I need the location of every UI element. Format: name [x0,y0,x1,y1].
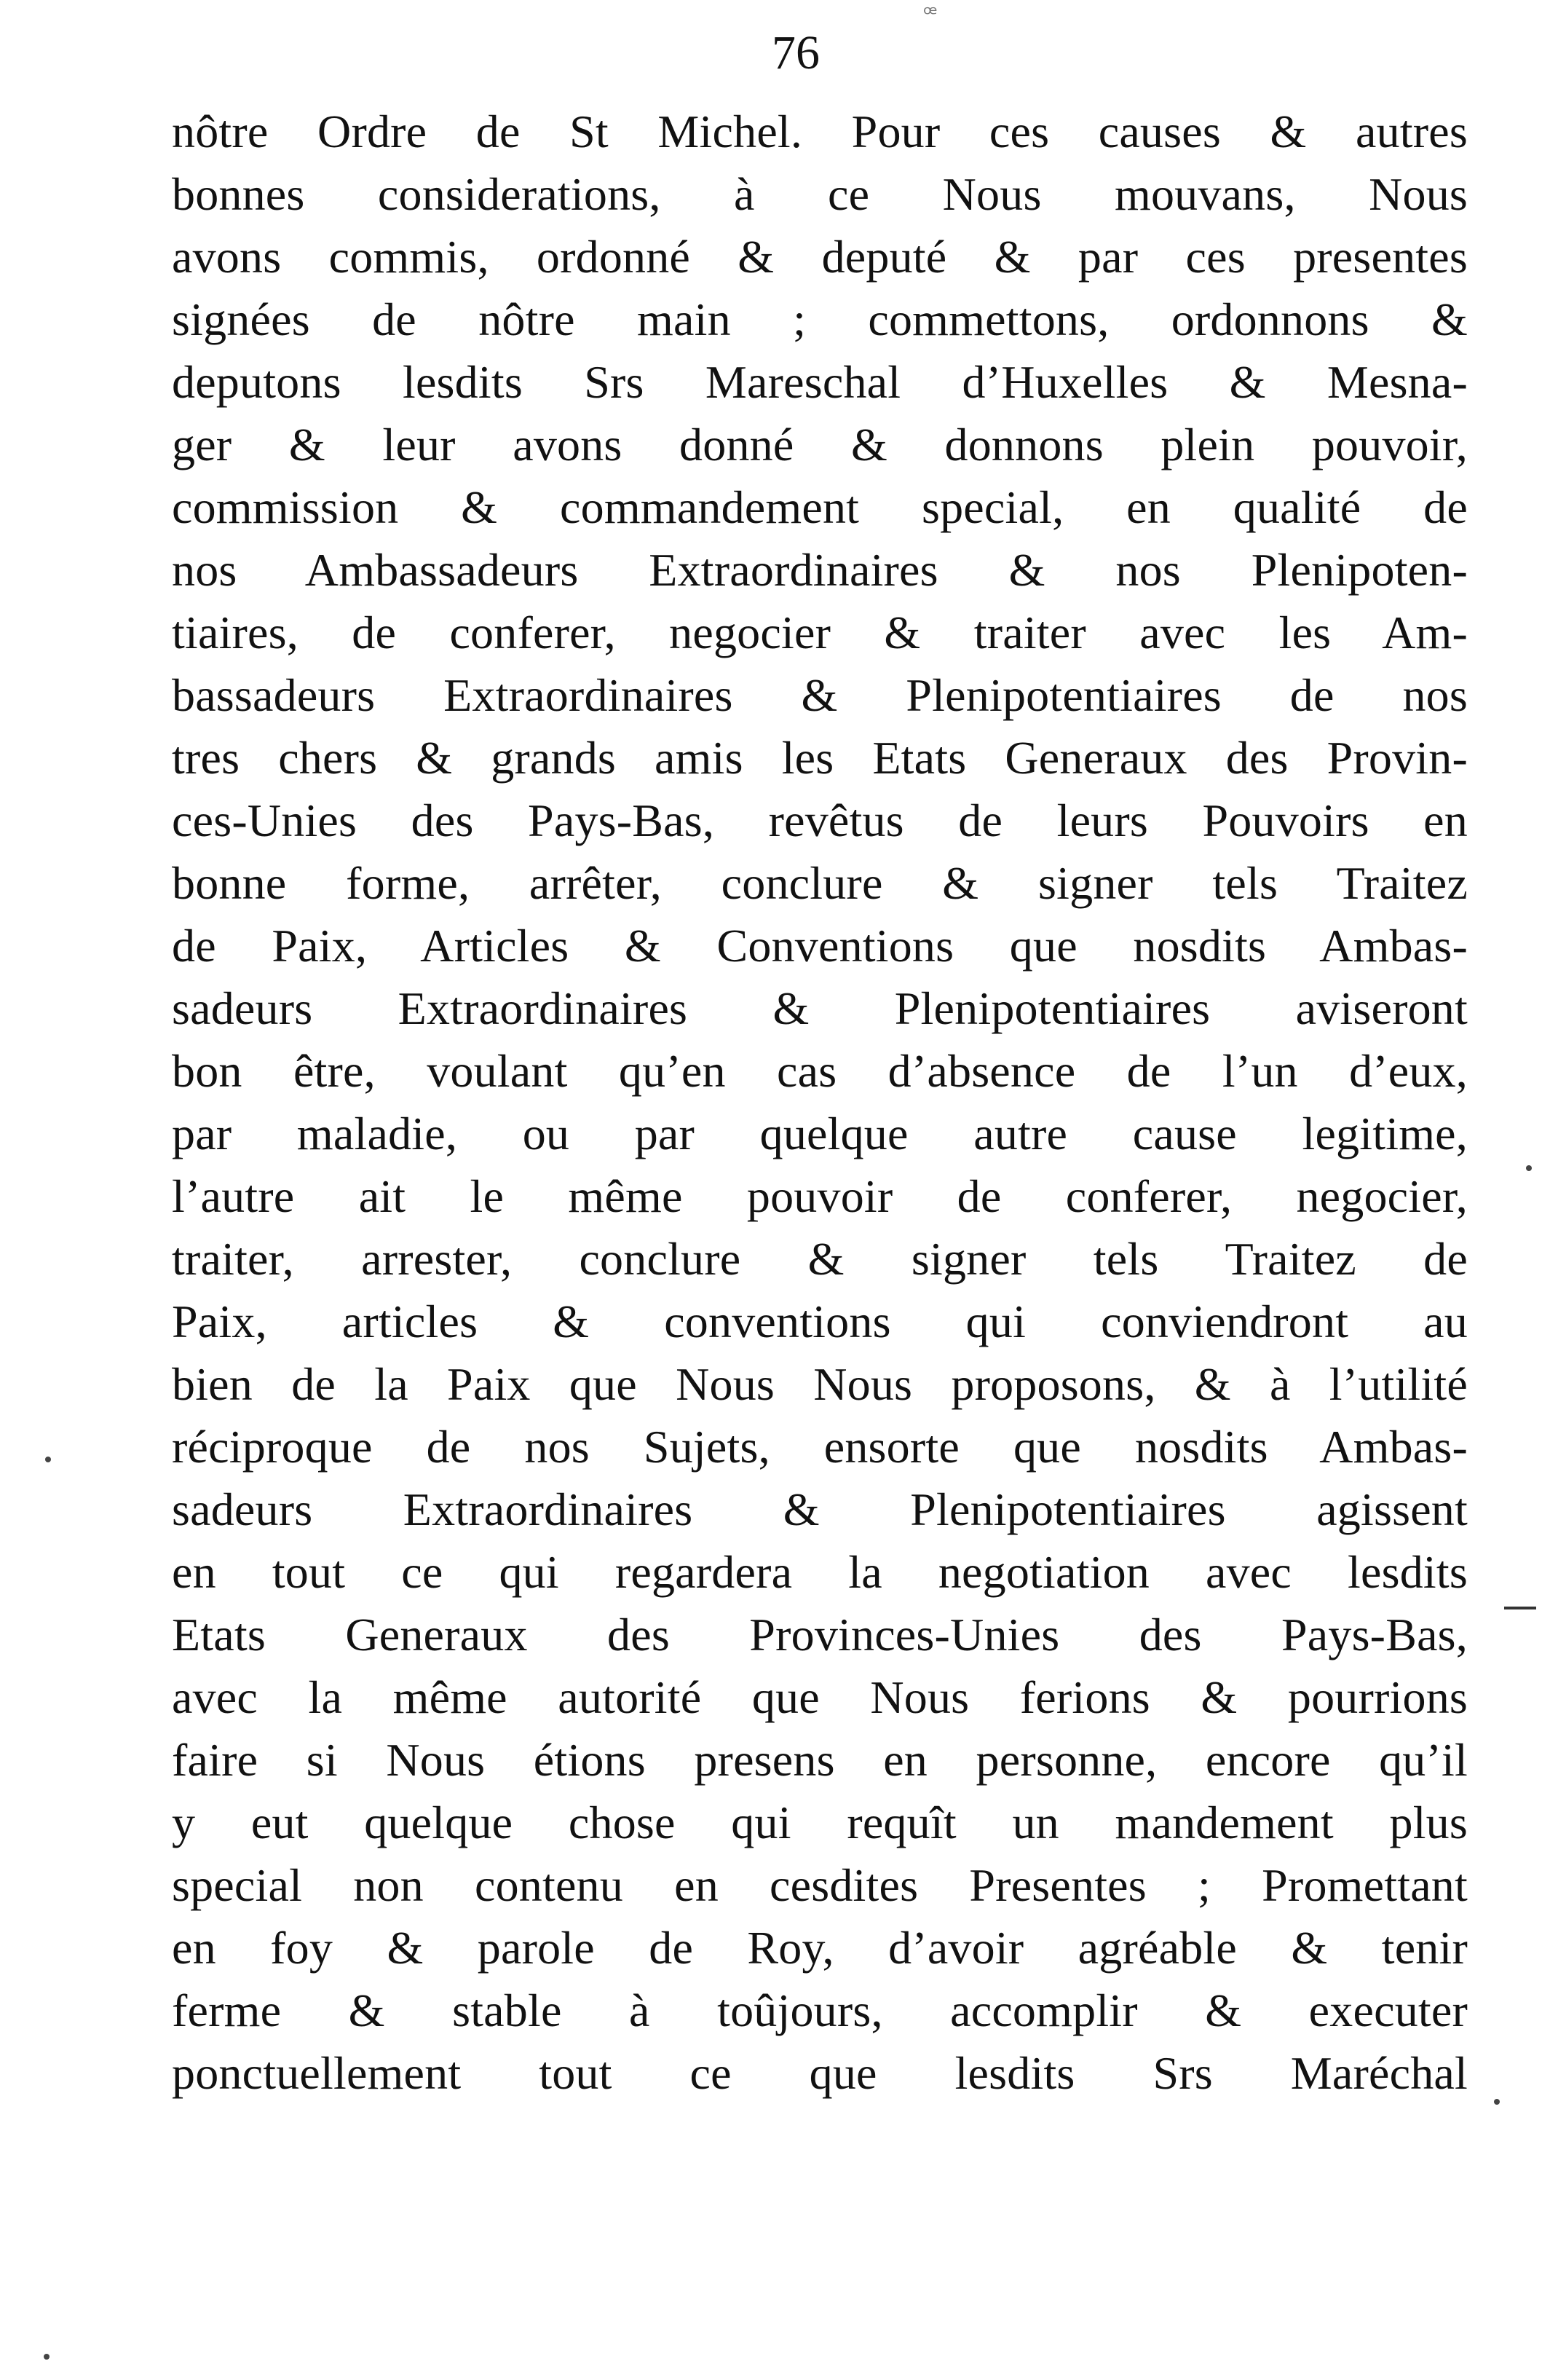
text-line: ces-Unies des Pays-Bas, revêtus de leurs Pouvoirs en [172,795,1468,846]
text-line: ger & leur avons donné & donnons plein pouvoir, [172,419,1468,470]
text-line: deputons lesdits Srs Mareschal d’Huxelles & Mesna- [172,356,1468,408]
stray-ink-mark: ꟹ [923,2,938,26]
ink-speck [1494,2099,1500,2105]
ink-speck [45,1457,51,1462]
text-line: en tout ce qui regardera la negotiation avec lesdits [172,1546,1468,1598]
text-line: special non contenu en cesdites Presentes ; Promettant [172,1859,1468,1911]
ink-speck [44,2354,50,2360]
text-line: nos Ambassadeurs Extraordinaires & nos Plenipoten- [172,544,1468,596]
text-line: ferme & stable à toûjours, accomplir & executer [172,1985,1468,2036]
text-line: faire si Nous étions presens en personne, encore qu’il [172,1734,1468,1786]
text-line: Etats Generaux des Provinces-Unies des Pays-Bas, [172,1609,1468,1660]
text-line: avons commis, ordonné & deputé & par ces presentes [172,231,1468,283]
text-line: sadeurs Extraordinaires & Plenipotentiaires aviseront [172,982,1468,1034]
text-line: traiter, arrester, conclure & signer tels Traitez de [172,1233,1468,1285]
text-line: en foy & parole de Roy, d’avoir agréable & tenir [172,1922,1468,1974]
text-line: bonne forme, arrêter, conclure & signer tels Traitez [172,857,1468,909]
text-line: de Paix, Articles & Conventions que nosdits Ambas- [172,920,1468,972]
text-line: sadeurs Extraordinaires & Plenipotentiaires agissent [172,1483,1468,1535]
text-line: bonnes considerations, à ce Nous mouvans, Nous [172,168,1468,220]
text-line: ponctuellement tout ce que lesdits Srs Maréchal [172,2047,1468,2099]
text-line: nôtre Ordre de St Michel. Pour ces causes & autres [172,106,1468,157]
text-line: signées de nôtre main ; commettons, ordonnons & [172,293,1468,345]
text-line: réciproque de nos Sujets, ensorte que nosdits Ambas- [172,1421,1468,1473]
text-line: y eut quelque chose qui requît un mandement plus [172,1797,1468,1848]
text-line: tres chers & grands amis les Etats Generaux des Provin- [172,732,1468,784]
page-number: 76 [772,26,820,79]
text-line: tiaires, de conferer, negocier & traiter avec les Am- [172,607,1468,658]
body-text [172,101,1468,2105]
text-line: bon être, voulant qu’en cas d’absence de l’un d’eux, [172,1045,1468,1097]
text-line: commission & commandement special, en qualité de [172,481,1468,533]
margin-dash-mark [1504,1607,1536,1609]
text-line: par maladie, ou par quelque autre cause legitime, [172,1108,1468,1159]
text-line: bassadeurs Extraordinaires & Plenipotentiaires de nos [172,669,1468,721]
ink-speck [1526,1165,1532,1171]
text-line: avec la même autorité que Nous ferions & pourrions [172,1671,1468,1723]
text-line: l’autre ait le même pouvoir de conferer, negocier, [172,1170,1468,1222]
text-line: bien de la Paix que Nous Nous proposons, & à l’utilité [172,1358,1468,1410]
text-line: Paix, articles & conventions qui conviendront au [172,1296,1468,1347]
